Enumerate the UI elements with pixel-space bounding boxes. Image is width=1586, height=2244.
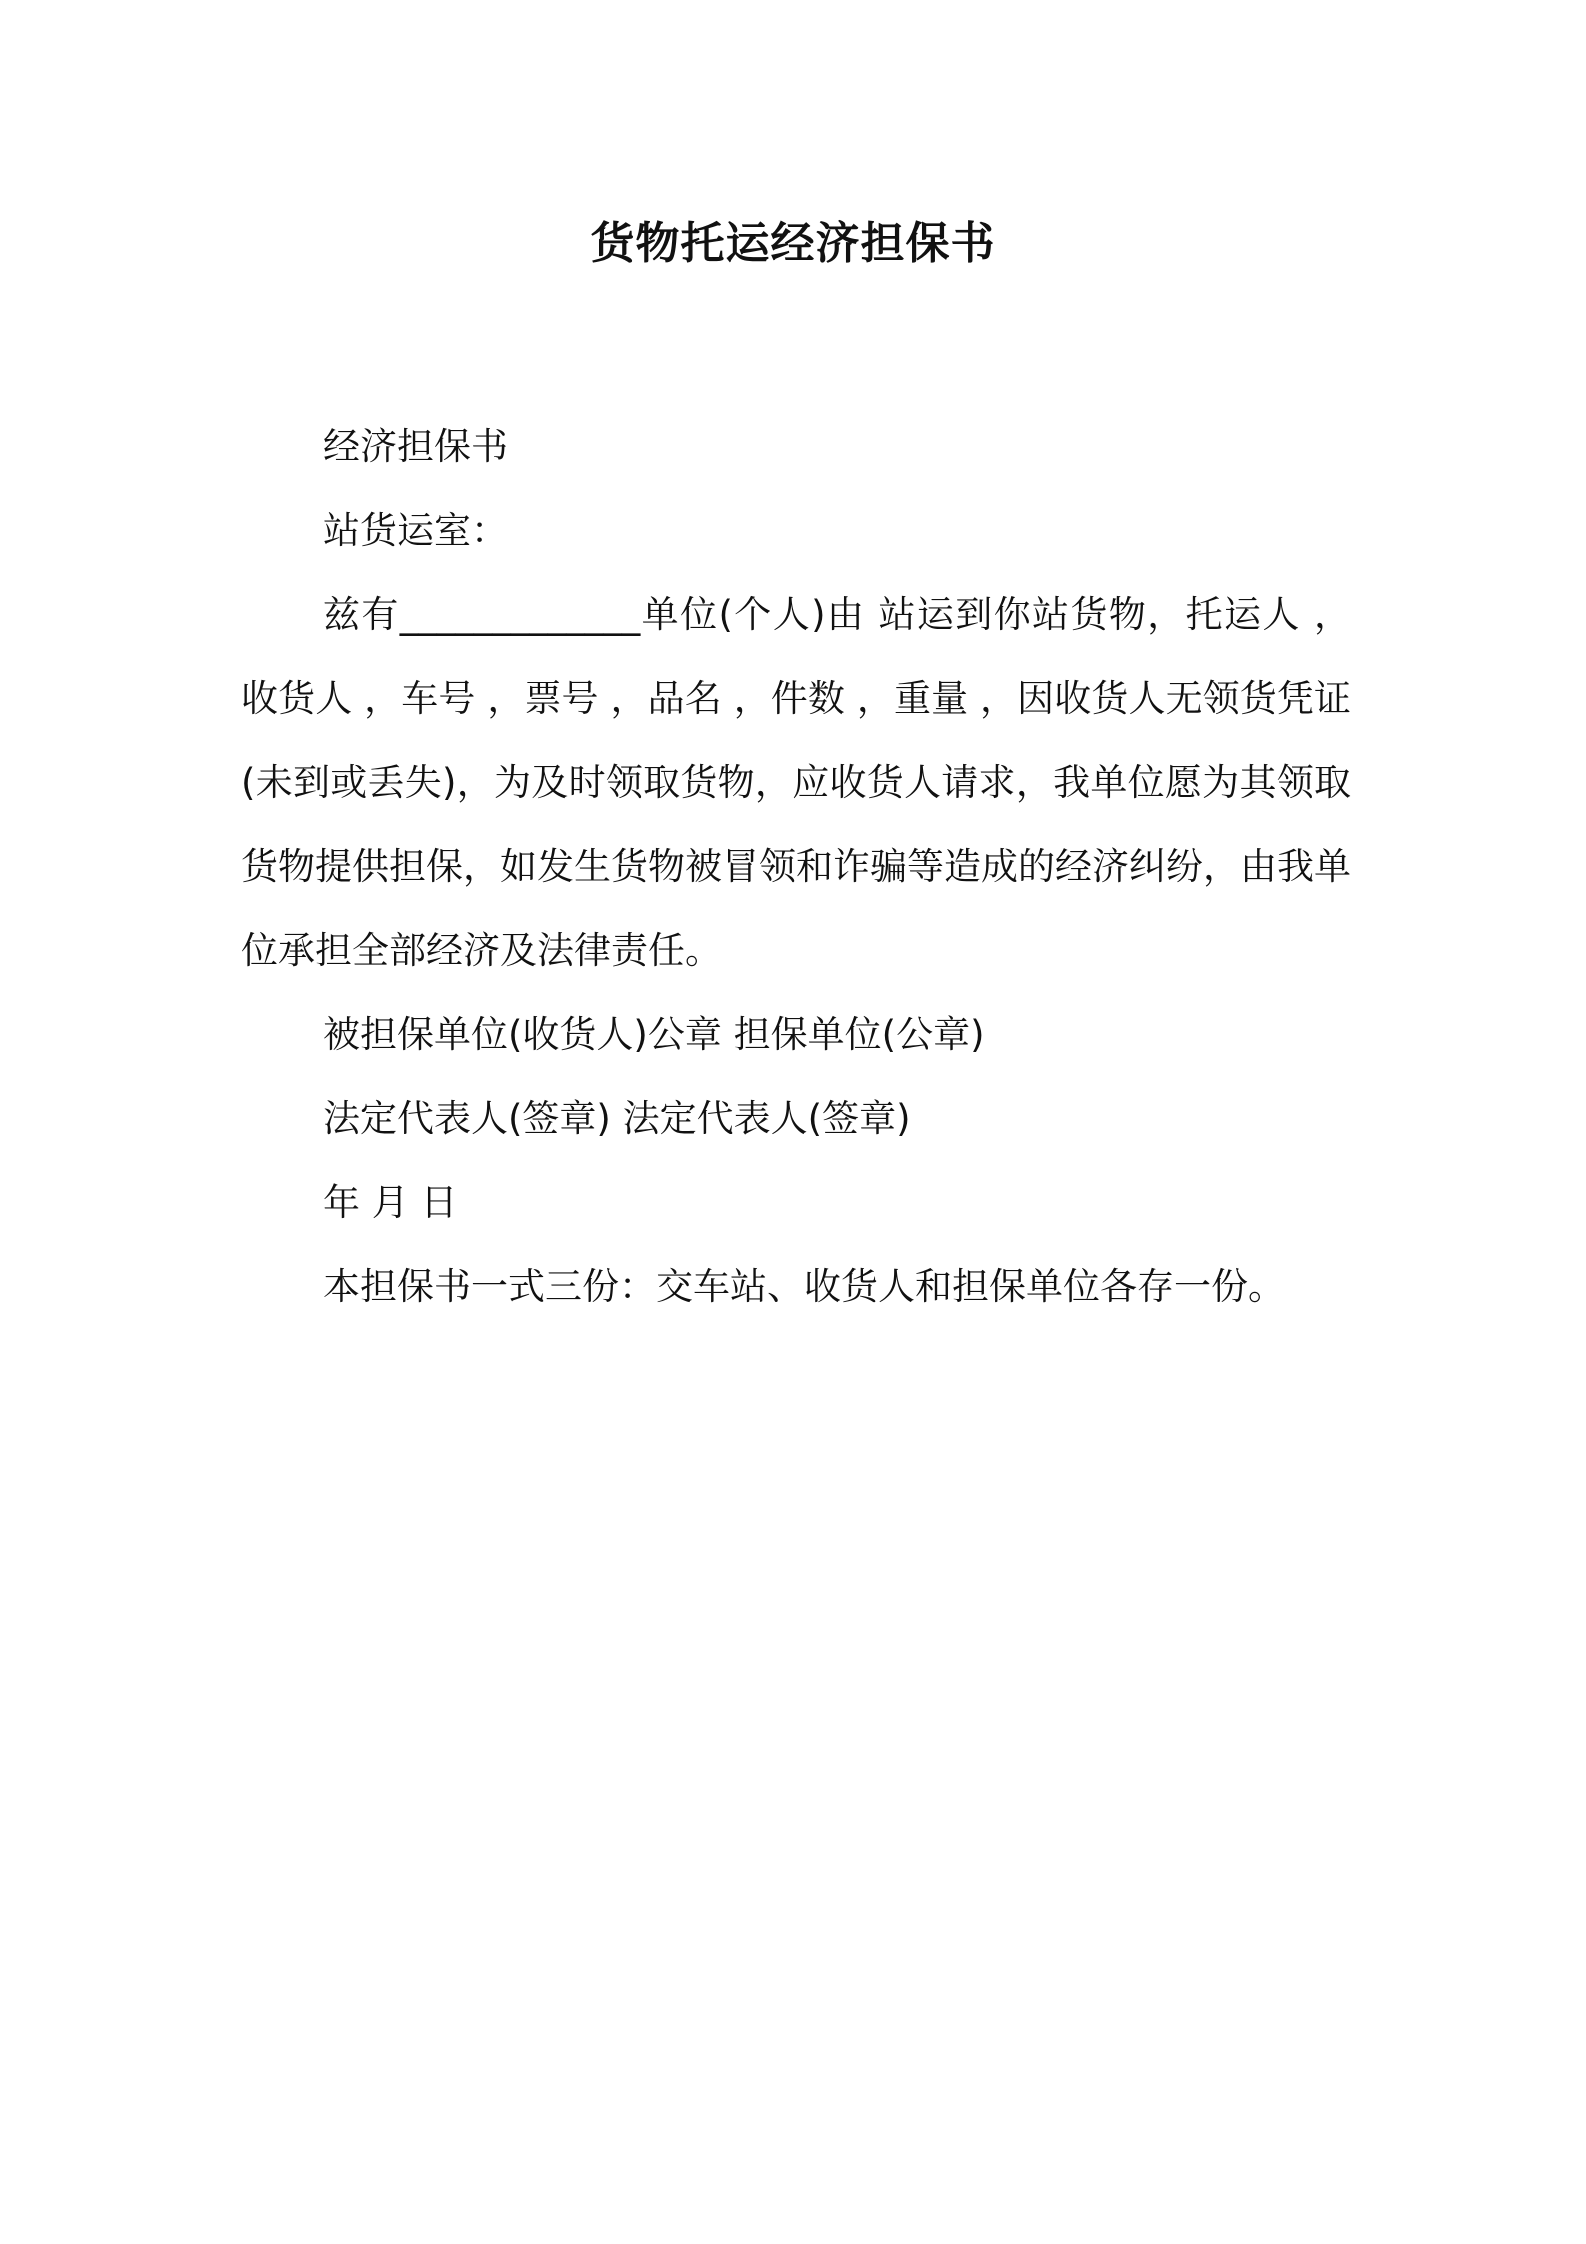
paragraph-heading: 经济担保书	[323, 425, 508, 468]
paragraph-guarantee-statement: 兹有_____________单位(个人)由 站运到你站货物，托运人 ，收货人 ，车号 ，票号 ，品名 ，件数 ，重量 ，因收货人无领货凭证(未到或丢失)，为及时领取货物，应收货人请求，我单位愿为其领取货物提供担保，如发生货物被冒领和诈骗等造成的经济纠纷，由我单位承担全部经济及法律责任。	[241, 593, 1351, 972]
paragraph-date: 年 月 日	[323, 1181, 458, 1224]
paragraph-addressee: 站货运室：	[323, 509, 508, 552]
paragraph-seals: 被担保单位(收货人)公章 担保单位(公章)	[323, 1013, 985, 1056]
paragraph-legal-representatives: 法定代表人(签章) 法定代表人(签章)	[323, 1097, 911, 1140]
paragraph-copies-note: 本担保书一式三份：交车站、收货人和担保单位各存一份。	[323, 1265, 1285, 1308]
document-title: 货物托运经济担保书	[590, 218, 996, 269]
document-body	[241, 405, 1351, 1329]
